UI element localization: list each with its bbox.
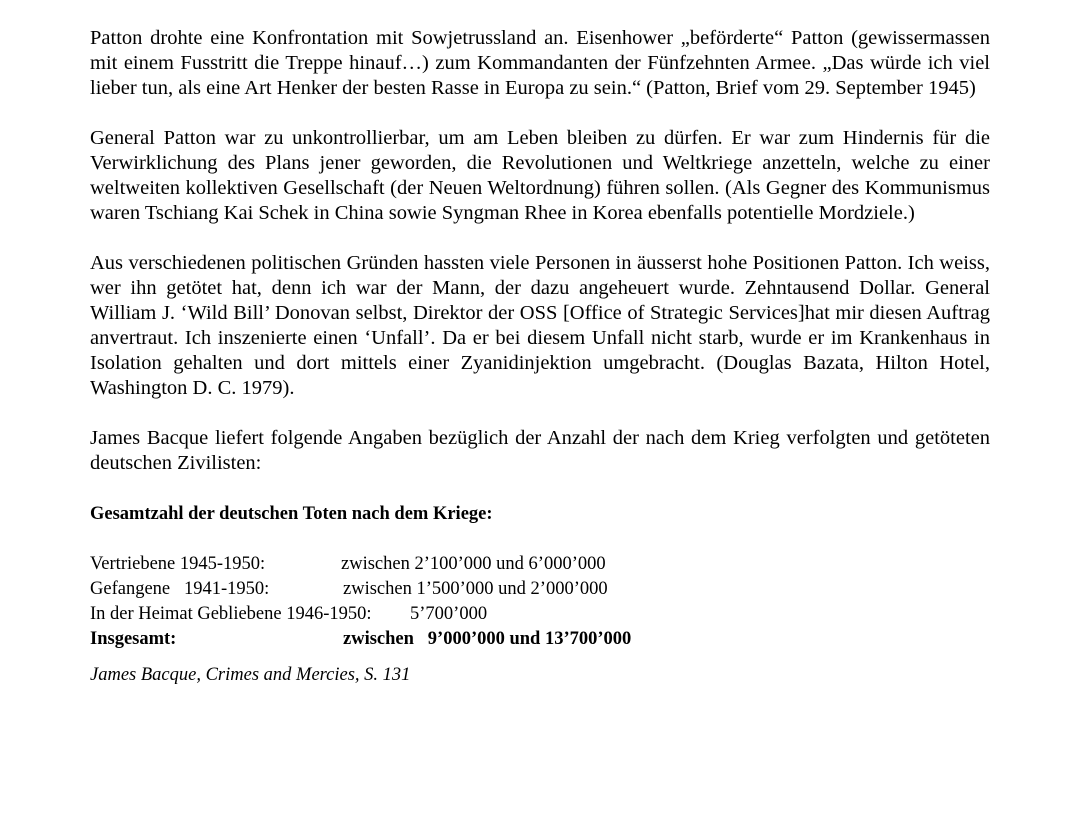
total-value: zwischen 9’000’000 und 13’700’000 [343,629,632,649]
row-label: In der Heimat Gebliebene 1946-1950: [90,604,372,624]
row-value: zwischen 2’100’000 und 6’000’000 [341,554,606,574]
paragraph-patton-confrontation: Patton drohte eine Konfrontation mit Sowjetrussland an. Eisenhower „beförderte“ Patton (gewissermassen mit einem Fusstritt die Treppe hinauf…) zum Kommandanten der Fünfzehnten Armee. „Das würde ich viel lieber tun, als eine Art Henker der besten Rasse in Europa zu sein.“ (Patton, Brief vom 29. September 1945) [90,27,990,99]
section-heading: Gesamtzahl der deutschen Toten nach dem Kriege: [90,504,493,524]
row-value: zwischen 1’500’000 und 2’000’000 [343,579,608,599]
row-value: 5’700’000 [410,604,488,624]
paragraph-bazata-confession: Aus verschiedenen politischen Gründen hassten viele Personen in äusserst hohe Positionen Patton. Ich weiss, wer ihn getötet hat, denn ich war der Mann, der dazu angeheuert wurde. Zehntausend Dollar. General William J. ‘Wild Bill’ Donovan selbst, Direktor der OSS [Office of Strategic Services]hat mir diesen Auftrag anvertraut. Ich inszenierte einen ‘Unfall’. Da er bei diesem Unfall nicht starb, wurde er im Krankenhaus in Isolation gehalten und dort mittels einer Zyanidinjektion umgebracht. (Douglas Bazata, Hilton Hotel, Washington D. C. 1979). [90,252,990,399]
document-page [90,26,990,688]
table-row [90,577,990,602]
table-row [90,552,990,577]
total-label: Insgesamt: [90,629,177,649]
row-label: Gefangene 1941-1950: [90,579,270,599]
source-citation: James Bacque, Crimes and Mercies, S. 131 [90,665,411,685]
table-row [90,602,990,627]
casualty-table [90,552,990,652]
table-row-total [90,627,990,652]
paragraph-patton-uncontrollable: General Patton war zu unkontrollierbar, um am Leben bleiben zu dürfen. Er war zum Hindernis für die Verwirklichung des Plans jener geworden, die Revolutionen und Weltkriege anzetteln, welche zu einer weltweiten kollektiven Gesellschaft (der Neuen Weltordnung) führen sollen. (Als Gegner des Kommunismus waren Tschiang Kai Schek in China sowie Syngman Rhee in Korea ebenfalls potentielle Mordziele.) [90,127,990,224]
row-label: Vertriebene 1945-1950: [90,554,266,574]
paragraph-bacque-intro: James Bacque liefert folgende Angaben bezüglich der Anzahl der nach dem Krieg verfolgten und getöteten deutschen Zivilisten: [90,427,990,474]
